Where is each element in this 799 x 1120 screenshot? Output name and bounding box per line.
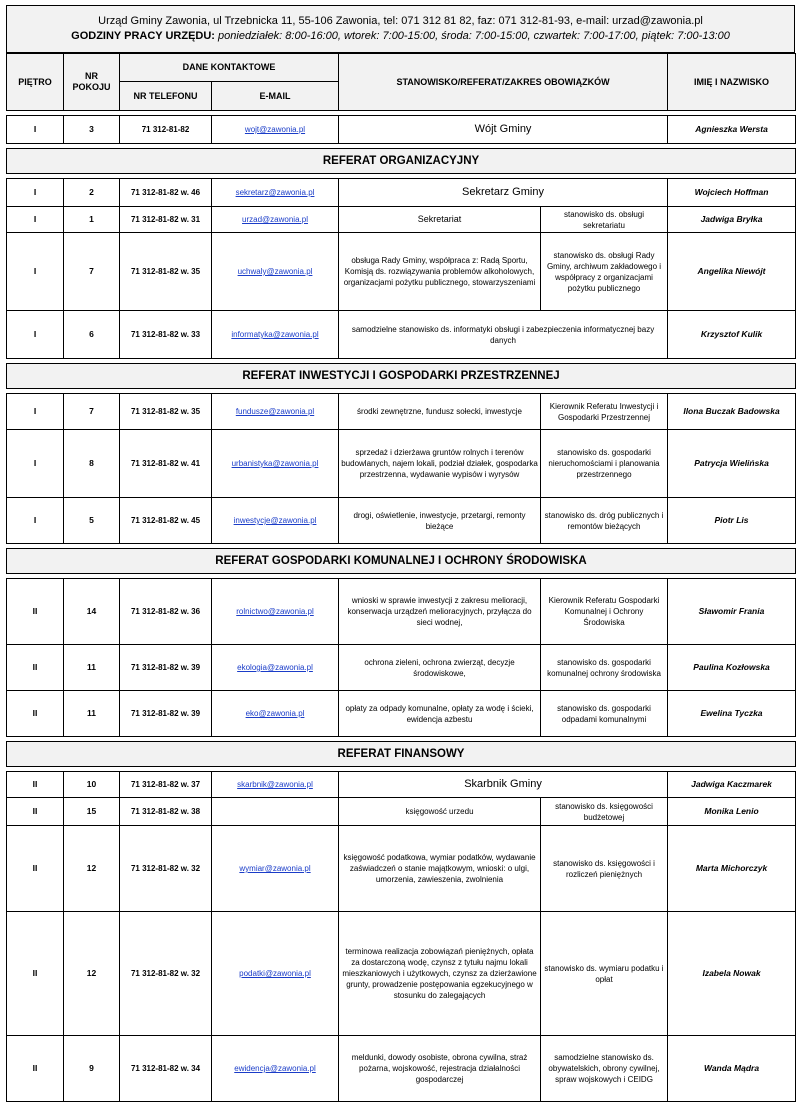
office-hours-text: poniedziałek: 8:00-16:00, wtorek: 7:00-15:00, środa: 7:00-15:00, czwartek: 7:00-17:00, piątek: 7:00-13:00 [214,30,730,42]
phone: 71 312-81-82 w. 35 [120,233,212,311]
room: 10 [64,772,120,798]
person-name: Ilona Buczak Badowska [668,394,796,430]
duties: opłaty za odpady komunalne, opłaty za wodę i ścieki, ewidencja azbestu [339,691,541,737]
floor: I [7,311,64,359]
position: Skarbnik Gminy [339,772,668,798]
person-name: Agnieszka Wersta [668,116,796,144]
email-cell [212,207,339,233]
person-name: Izabela Nowak [668,912,796,1036]
person-name: Piotr Lis [668,498,796,544]
duties: obsługa Rady Gminy, współpraca z: Radą Sportu, Komisją ds. rozwiązywania problemów alkoholowych, organizacjami pożytku publicznego, stowarzyszeniami [339,233,541,311]
floor: I [7,233,64,311]
email-cell [212,772,339,798]
section-title: REFERAT FINANSOWY [7,742,796,767]
table-row [7,912,796,1036]
person-name: Jadwiga Kaczmarek [668,772,796,798]
table-row [7,116,796,144]
phone: 71 312-81-82 w. 32 [120,912,212,1036]
table-row [7,233,796,311]
phone: 71 312-81-82 w. 36 [120,579,212,645]
room: 2 [64,179,120,207]
phone: 71 312-81-82 w. 31 [120,207,212,233]
table-row [7,179,796,207]
email-cell [212,826,339,912]
col-phone: NR TELEFONU [120,82,212,111]
phone: 71 312-81-82 w. 39 [120,645,212,691]
room: 1 [64,207,120,233]
table-row [7,772,796,798]
room: 14 [64,579,120,645]
office-hours-label: GODZINY PRACY URZĘDU: [71,30,215,42]
duties: księgowość urzedu [339,798,541,826]
room: 15 [64,798,120,826]
email-link[interactable]: urbanistyka@zawonia.pl [231,459,319,468]
email-cell [212,645,339,691]
email-cell [212,579,339,645]
floor: II [7,772,64,798]
duties: meldunki, dowody osobiste, obrona cywilna, straż pożarna, wojskowość, rejestracja działalności gospodarczej [339,1036,541,1102]
col-contact: DANE KONTAKTOWE [120,54,339,82]
email-cell [212,430,339,498]
email-cell [212,912,339,1036]
person-name: Paulina Kozłowska [668,645,796,691]
role: stanowisko ds. księgowości budżetowej [541,798,668,826]
floor: II [7,912,64,1036]
section-title: REFERAT GOSPODARKI KOMUNALNEJ I OCHRONY ŚRODOWISKA [7,549,796,574]
duties: wnioski w sprawie inwestycji z zakresu melioracji, konserwacja urządzeń melioracyjnych, przyłącza do sieci wodnej, [339,579,541,645]
room: 11 [64,691,120,737]
position: Sekretarz Gminy [339,179,668,207]
email-link[interactable]: eko@zawonia.pl [245,709,305,718]
email-cell [212,1036,339,1102]
email-cell [212,233,339,311]
email-link[interactable]: wymiar@zawonia.pl [239,864,311,873]
table-row [7,1036,796,1102]
person-name: Patrycja Wielińska [668,430,796,498]
person-name: Wanda Mądra [668,1036,796,1102]
role: stanowisko ds. obsługi Rady Gminy, archiwum zakładowego i współpracy z organizacjami pożytku publicznego [541,233,668,311]
duties: drogi, oświetlenie, inwestycje, przetargi, remonty bieżące [339,498,541,544]
email-link[interactable]: fundusze@zawonia.pl [235,407,315,416]
phone: 71 312-81-82 w. 34 [120,1036,212,1102]
floor: II [7,826,64,912]
room: 11 [64,645,120,691]
email-link[interactable]: ekologia@zawonia.pl [237,663,313,672]
email-link[interactable]: wojt@zawonia.pl [244,125,306,134]
email-link[interactable]: inwestycje@zawonia.pl [233,516,317,525]
duties: środki zewnętrzne, fundusz sołecki, inwestycje [339,394,541,430]
room: 7 [64,233,120,311]
email-link[interactable]: podatki@zawonia.pl [239,969,311,978]
email-cell [212,691,339,737]
email-cell [212,116,339,144]
email-link[interactable]: rolnictwo@zawonia.pl [236,607,314,616]
room: 8 [64,430,120,498]
role: stanowisko ds. obsługi sekretariatu [541,207,668,233]
col-floor: PIĘTRO [7,54,64,111]
email-link[interactable]: informatyka@zawonia.pl [231,330,319,339]
duties: sprzedaż i dzierżawa gruntów rolnych i terenów budowlanych, najem lokali, podział działek, gospodarka przestrzenna, wydawanie wypisów i wyrysów [339,430,541,498]
directory-page [6,5,795,1102]
email-link[interactable]: ewidencja@zawonia.pl [234,1064,316,1073]
table-row [7,798,796,826]
staff-table-body [7,111,796,1102]
phone: 71 312-81-82 w. 33 [120,311,212,359]
floor: II [7,1036,64,1102]
email-link[interactable]: uchwaly@zawonia.pl [237,267,313,276]
room: 7 [64,394,120,430]
room: 5 [64,498,120,544]
position: Wójt Gminy [339,116,668,144]
floor: II [7,579,64,645]
table-row [7,311,796,359]
role: Kierownik Referatu Gospodarki Komunalnej i Ochrony Środowiska [541,579,668,645]
floor: I [7,207,64,233]
role: stanowisko ds. dróg publicznych i remontów bieżących [541,498,668,544]
floor: II [7,645,64,691]
email-cell [212,311,339,359]
table-row [7,430,796,498]
email-cell [212,179,339,207]
section-title: REFERAT ORGANIZACYJNY [7,149,796,174]
duties: Sekretariat [339,207,541,233]
duties: ochrona zieleni, ochrona zwierząt, decyzje środowiskowe, [339,645,541,691]
col-room: NR POKOJU [64,54,120,111]
duties: księgowość podatkowa, wymiar podatków, wydawanie zaświadczeń o stanie majątkowym, wnioski: o ulgi, umorzenia, zawieszenia, zwolnienia [339,826,541,912]
role: samodzielne stanowisko ds. obywatelskich, obrony cywilnej, spraw wojskowych i CEIDG [541,1036,668,1102]
table-row [7,394,796,430]
table-row [7,579,796,645]
phone: 71 312-81-82 [120,116,212,144]
phone: 71 312-81-82 w. 39 [120,691,212,737]
email-link[interactable]: skarbnik@zawonia.pl [237,780,313,789]
person-name: Sławomir Frania [668,579,796,645]
phone: 71 312-81-82 w. 41 [120,430,212,498]
floor: I [7,498,64,544]
person-name: Krzysztof Kulik [668,311,796,359]
person-name: Angelika Niewójt [668,233,796,311]
room: 12 [64,826,120,912]
floor: I [7,179,64,207]
table-row [7,207,796,233]
floor: I [7,430,64,498]
section-title: REFERAT INWESTYCJI I GOSPODARKI PRZESTRZENNEJ [7,364,796,389]
table-row [7,498,796,544]
table-row [7,645,796,691]
section-header [7,364,796,389]
role: stanowisko ds. gospodarki nieruchomościami i planowania przestrzennego [541,430,668,498]
room: 12 [64,912,120,1036]
section-header [7,742,796,767]
role: stanowisko ds. gospodarki odpadami komunalnymi [541,691,668,737]
office-address: Urząd Gminy Zawonia, ul Trzebnicka 11, 55-106 Zawonia, tel: 071 312 81 82, faz: 071 312-81-93, e-mail: urzad@zawonia.pl [98,15,703,27]
duties: terminowa realizacja zobowiązań pieniężnych, opłata za dostarczoną wodę, czynsz z tytułu najmu lokali mieszkaniowych i użytkowych, czynsz za dzierżawione grunty, prowadzenie postępowania egzekucyjnego w stosunku do zalegających [339,912,541,1036]
person-name: Jadwiga Bryłka [668,207,796,233]
phone: 71 312-81-82 w. 35 [120,394,212,430]
col-email: E-MAIL [212,82,339,111]
email-cell [212,498,339,544]
office-header [6,5,795,53]
room: 3 [64,116,120,144]
floor: II [7,798,64,826]
floor: I [7,394,64,430]
person-name: Ewelina Tyczka [668,691,796,737]
email-cell [212,394,339,430]
office-hours [7,29,794,44]
col-name: IMIĘ I NAZWISKO [668,54,796,111]
email-link[interactable]: urzad@zawonia.pl [242,215,308,224]
phone: 71 312-81-82 w. 45 [120,498,212,544]
role: stanowisko ds. wymiaru podatku i opłat [541,912,668,1036]
phone: 71 312-81-82 w. 46 [120,179,212,207]
phone: 71 312-81-82 w. 38 [120,798,212,826]
table-row [7,691,796,737]
role: stanowisko ds. księgowości i rozliczeń pieniężnych [541,826,668,912]
section-header [7,149,796,174]
email-link[interactable]: sekretarz@zawonia.pl [235,188,315,197]
room: 6 [64,311,120,359]
person-name: Monika Lenio [668,798,796,826]
phone: 71 312-81-82 w. 37 [120,772,212,798]
col-position: STANOWISKO/REFERAT/ZAKRES OBOWIĄZKÓW [339,54,668,111]
table-row [7,826,796,912]
person-name: Marta Michorczyk [668,826,796,912]
position: samodzielne stanowisko ds. informatyki obsługi i zabezpieczenia informatycznej bazy danych [339,311,668,359]
role: stanowisko ds. gospodarki komunalnej ochrony środowiska [541,645,668,691]
role: Kierownik Referatu Inwestycji i Gospodarki Przestrzennej [541,394,668,430]
email-cell [212,798,339,826]
staff-table [6,53,796,1102]
phone: 71 312-81-82 w. 32 [120,826,212,912]
floor: I [7,116,64,144]
floor: II [7,691,64,737]
section-header [7,549,796,574]
person-name: Wojciech Hoffman [668,179,796,207]
room: 9 [64,1036,120,1102]
